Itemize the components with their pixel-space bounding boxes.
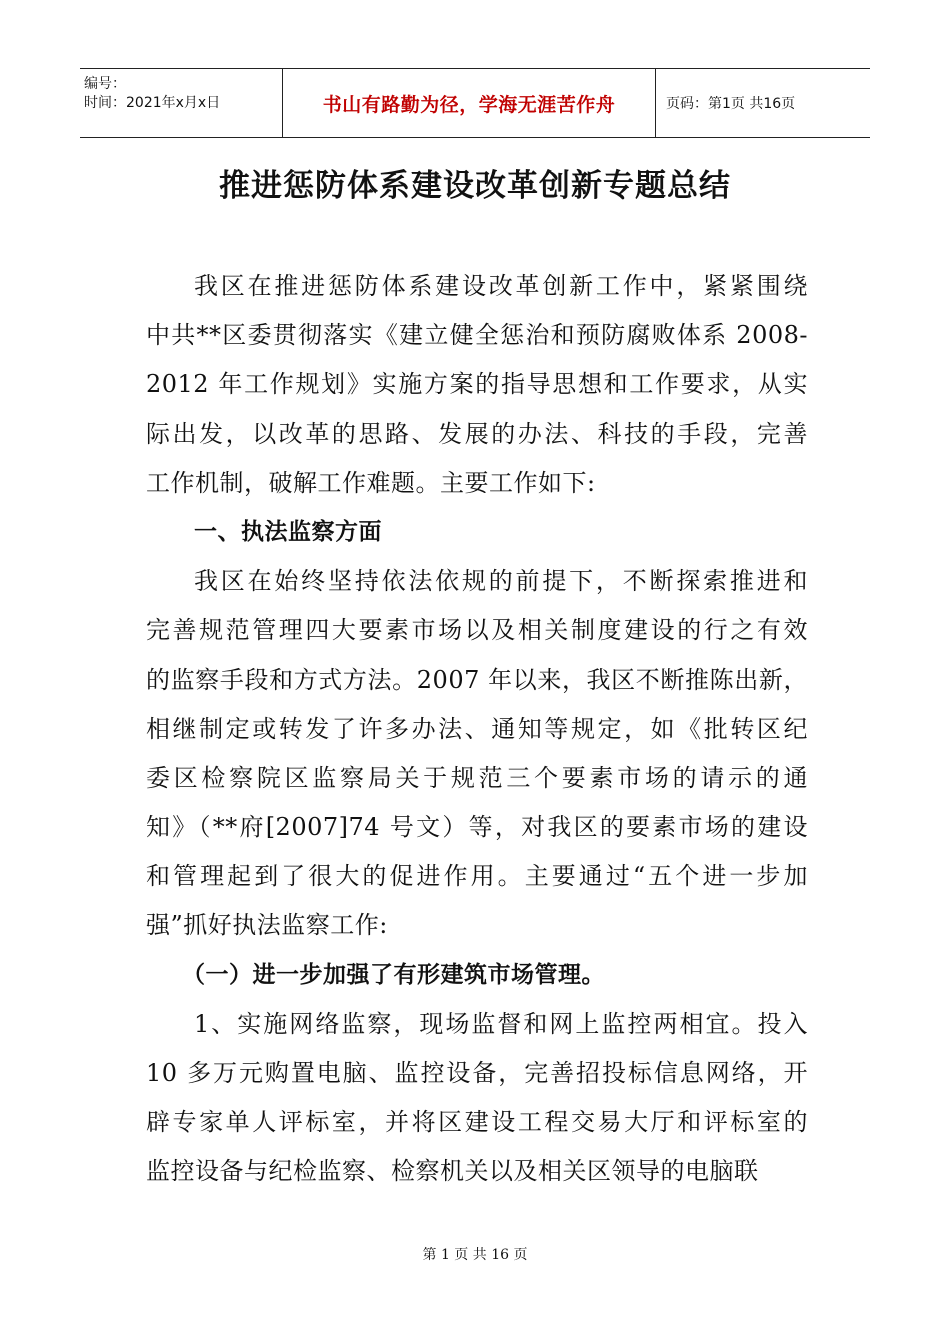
section-heading	[146, 508, 808, 557]
text-line: 强”抓好执法监察工作:	[146, 911, 388, 940]
paragraph	[146, 557, 808, 951]
header-page-info: 页码：第1页 共16页	[666, 96, 796, 112]
header-motto: 书山有路勤为径，学海无涯苦作舟	[322, 93, 616, 116]
document-body	[146, 262, 808, 1197]
text-line: 工作机制，破解工作难题。主要工作如下:	[146, 468, 596, 497]
header-motto-cell	[283, 69, 656, 137]
document-number-label: 编号：	[84, 76, 126, 92]
text-line: 1、实施网络监察，现场监督和网上监控两相宜。投入	[194, 1009, 808, 1038]
text-line: （一）进一步加强了有形建筑市场管理。	[182, 961, 605, 988]
text-line: 和管理起到了很大的促进作用。主要通过“五个进一步加	[146, 862, 808, 891]
text-line: 完善规范管理四大要素市场以及相关制度建设的行之有效	[146, 616, 808, 645]
text-line: 辟专家单人评标室，并将区建设工程交易大厅和评标室的	[146, 1108, 808, 1137]
text-line: 10 多万元购置电脑、监控设备，完善招投标信息网络，开	[146, 1059, 808, 1087]
text-line: 相继制定或转发了许多办法、通知等规定，如《批转区纪	[146, 714, 808, 743]
text-line: 我区在推进惩防体系建设改革创新工作中，紧紧围绕	[194, 272, 808, 300]
text-line: 委区检察院区监察局关于规范三个要素市场的请示的通	[146, 763, 808, 792]
text-line: 我区在始终坚持依法依规的前提下，不断探索推进和	[194, 567, 808, 596]
header-page-cell	[656, 69, 870, 137]
header-meta-cell	[80, 69, 283, 137]
document-title: 推进惩防体系建设改革创新专题总结	[219, 168, 731, 204]
text-line: 2012 年工作规划》实施方案的指导思想和工作要求，从实	[146, 370, 808, 399]
text-line: 的监察手段和方式方法。2007 年以来，我区不断推陈出新，	[146, 665, 808, 694]
paragraph	[146, 262, 808, 508]
paragraph	[146, 1000, 808, 1197]
document-header	[80, 68, 870, 138]
document-time-label: 时间：2021年x月x日	[84, 95, 221, 111]
text-line: 中共**区委贯彻落实《建立健全惩治和预防腐败体系 2008-	[146, 321, 808, 350]
text-line: 知》（**府[2007]74 号文）等，对我区的要素市场的建设	[146, 813, 808, 842]
page-footer: 第 1 页 共 16 页	[422, 1247, 528, 1263]
text-line: 监控设备与纪检监察、检察机关以及相关区领导的电脑联	[146, 1157, 759, 1186]
text-line: 一、执法监察方面	[194, 518, 382, 545]
subsection-heading	[146, 951, 808, 1000]
text-line: 际出发，以改革的思路、发展的办法、科技的手段，完善	[146, 419, 808, 448]
